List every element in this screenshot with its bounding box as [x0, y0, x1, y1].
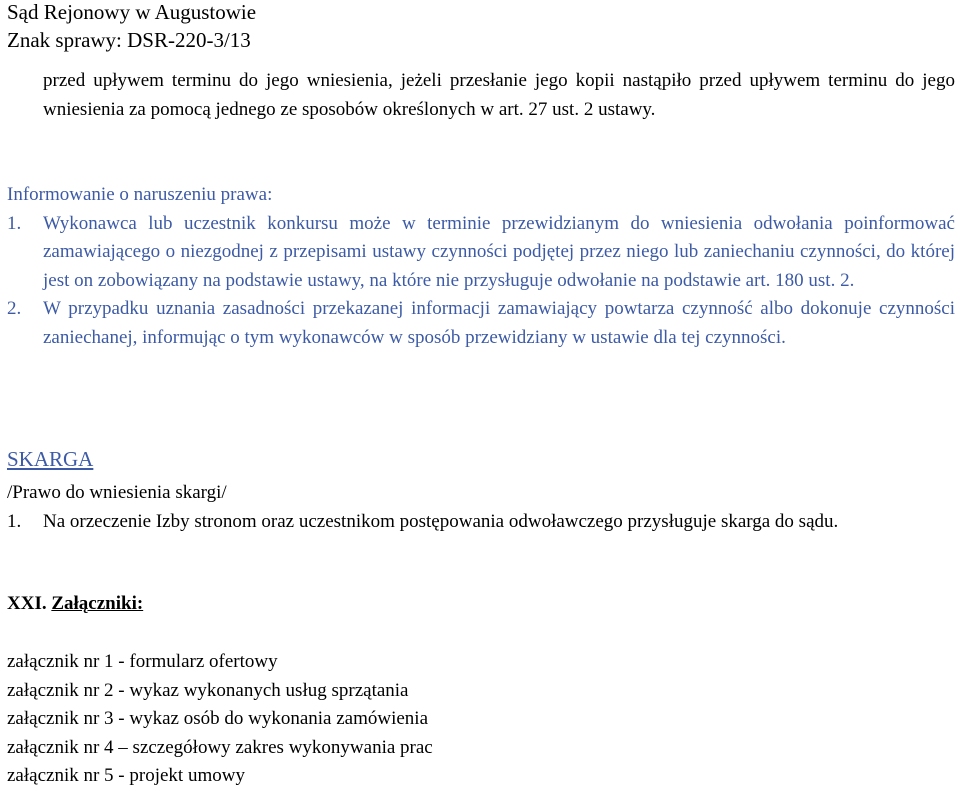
item-text: Na orzeczenie Izby stronom oraz uczestnikom postępowania odwoławczego przysługuje skarga do sądu. [43, 510, 839, 532]
informing-item-1 [7, 210, 955, 296]
court-name: Sąd Rejonowy w Augustowie [7, 0, 257, 24]
document-header [7, 0, 256, 54]
informing-item-2 [7, 295, 955, 352]
attachments-section-number: XXI. [7, 593, 47, 614]
attachment-item: załącznik nr 3 - wykaz osób do wykonania zamówienia [7, 708, 429, 729]
attachment-item: załącznik nr 4 – szczegółowy zakres wykonywania prac [7, 736, 433, 758]
complaint-heading: SKARGA [7, 447, 94, 471]
item-text: Wykonawca lub uczestnik konkursu może w terminie przewidzianym do wniesienia odwołania poinformować zamawiającego o niezgodnej z przepisami ustawy czynności podjętej przez niego lub zaniechaniu czynności, do której jest on zobowiązany na podstawie ustawy, na które nie przysługuje odwołanie na podstawie art. 180 ust. 2. [43, 212, 955, 291]
attachment-item: załącznik nr 1 - formularz ofertowy [7, 651, 278, 672]
attachment-item: załącznik nr 5 - projekt umowy [7, 765, 245, 786]
attachments-heading [7, 590, 955, 619]
case-reference: Znak sprawy: DSR-220-3/13 [7, 28, 251, 52]
informing-section [7, 181, 955, 352]
attachment-item: załącznik nr 2 - wykaz wykonanych usług sprzątania [7, 679, 409, 701]
complaint-subheading: /Prawo do wniesienia skargi/ [7, 482, 227, 503]
item-number: 1. [7, 510, 22, 532]
item-text: W przypadku uznania zasadności przekazanej informacji zamawiający powtarza czynność albo dokonuje czynności zaniechanej, informując o tym wykonawców w sposób przewidziany w ustawie dla tej czynności. [43, 298, 955, 348]
complaint-section [7, 445, 955, 536]
intro-paragraph: przed upływem terminu do jego wniesienia, jeżeli przesłanie jego kopii nastąpiło przed upływem terminu do jego wniesienia za pomocą jednego ze sposobów określonych w art. 27 ust. 2 ustawy. [43, 70, 955, 120]
informing-heading: Informowanie o naruszeniu prawa: [7, 184, 273, 205]
attachments-section-title: Załączniki: [51, 593, 144, 614]
complaint-item-1 [7, 508, 955, 537]
attachments-list [7, 648, 955, 791]
item-number: 1. [7, 212, 22, 234]
item-number: 2. [7, 298, 22, 319]
